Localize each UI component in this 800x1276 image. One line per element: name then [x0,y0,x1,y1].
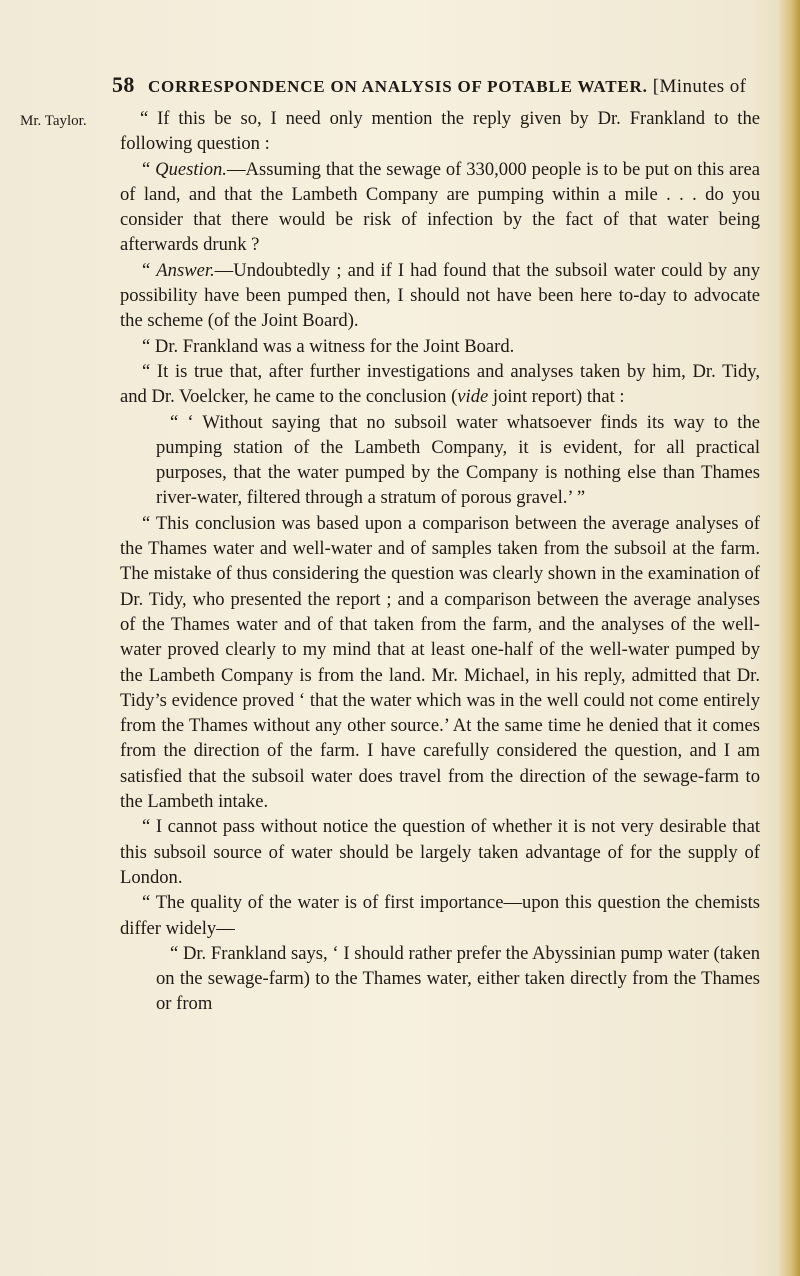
page-edge [778,0,800,1276]
question-text: —Assuming that the sewage of 330,000 people is to be put on this area of land, and that the Lambeth Company are pumping within a mile . . . do you consider that there would be risk of infection by the fact of that water being afterwards drunk ? [120,158,760,256]
paragraph: “ I cannot pass without notice the question of whether it is not very desirable that this subsoil source of water should be largely taken advantage of for the supply of London. [120,816,760,888]
paragraph-quote: “ Dr. Frankland says, ‘ I should rather prefer the Abyssinian pump water (taken on the sewage-farm) to the Thames water, either taken directly from the Thames or from [156,942,760,1015]
paragraph-answer: “ Answer.—Undoubtedly ; and if I had found that the subsoil water could by any possibility have been pumped then, I should not have been here to-day to advocate the scheme (of the Joint Board). [120,259,760,332]
paragraph-question: “ Question.—Assuming that the sewage of 330,000 people is to be put on this area of land, and that the Lambeth Company are pumping within a mile . . . do you consider that there would be risk of infection by the fact of that water being afterwards drunk ? [120,158,760,256]
paragraph-quote: “ ‘ Without saying that no subsoil water whatsoever finds its way to the pumping station of the Lambeth Company, it is evident, for all practical purposes, that the water pumped by the Company is nothing else than Thames river-water, filtered through a stratum of porous gravel.’ ” [156,411,760,509]
vide-word: vide [457,386,489,408]
paragraph-text: “ It is true that, after further investigations and analyses taken by him, Dr. Tidy, and Dr. Voelcker, he came to the conclusion [120,360,760,408]
paragraph: “ If this be so, I need only mention the reply given by Dr. Frankland to the following question : [120,108,760,155]
paragraph: “ It is true that, after further investigations and analyses taken by him, Dr. Tidy, and Dr. Voelcker, he came to the conclusion (vide joint report) that : [120,360,760,408]
paragraph: “ Dr. Frankland was a witness for the Joint Board. [142,335,515,357]
question-label: Question. [155,158,227,180]
paragraph: “ The quality of the water is of first importance—upon this question the chemists differ widely— [120,892,760,939]
body-text [120,106,760,1017]
paragraph: “ This conclusion was based upon a comparison between the average analyses of the Thames water and well-water and of samples taken from the subsoil at the farm. The mistake of thus considering the question was clearly shown in the examination of Dr. Tidy, who presented the report ; and a comparison between the average analyses of the Thames water and of that taken from the farm, and the analyses of the well-water proved clearly to my mind that at least one-half of the well-water pumped by the Lambeth Company is from the land. Mr. Michael, in his reply, admitted that Dr. Tidy’s evidence proved ‘ that the water which was in the well could not come entirely from the Thames without any other source.’ At the same time he denied that it comes from the direction of the farm. I have carefully considered the question, and I am satisfied that the subsoil water does travel from the direction of the sewage-farm to the Lambeth intake. [120,512,760,813]
section-label: [Minutes of [652,76,747,97]
page-number: 58 [112,72,135,97]
running-title: CORRESPONDENCE ON ANALYSIS OF POTABLE WATER. [147,77,648,96]
margin-speaker: Mr. Taylor. [20,113,87,129]
answer-label: Answer. [156,259,215,281]
answer-text: —Undoubtedly ; and if I had found that the subsoil water could by any possibility have been pumped then, I should not have been here to-day to advocate the scheme (of the Joint Board). [120,259,760,332]
running-header [112,72,752,98]
vide-rest: joint report) that : [488,386,625,408]
